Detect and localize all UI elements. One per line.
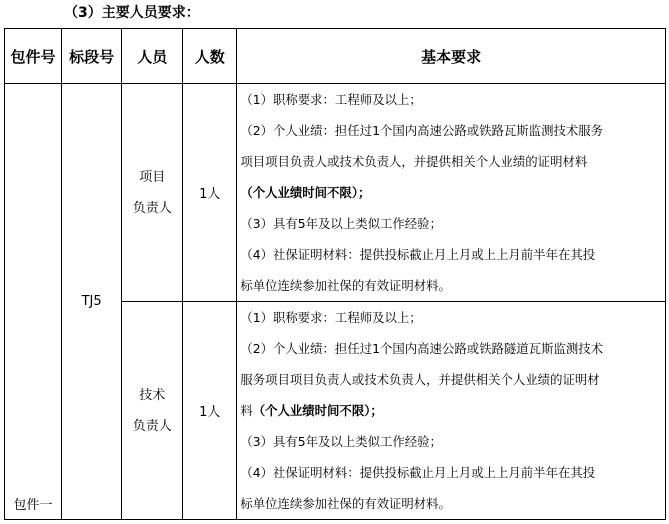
requirement-line: （3）具有5年及以上类似工作经验； bbox=[240, 216, 442, 231]
person-cell bbox=[122, 302, 183, 520]
header-row bbox=[5, 29, 666, 84]
header-section: 标段号 bbox=[62, 29, 122, 84]
requirement-line: （4）社保证明材料：提供投标截止月上月或上上月前半年在其投 bbox=[240, 247, 596, 262]
requirement-cell bbox=[237, 84, 666, 302]
requirement-text: 料 bbox=[240, 403, 253, 418]
requirement-line: （4）社保证明材料：提供投标截止月上月或上上月前半年在其投 bbox=[240, 465, 596, 480]
requirement-line: 服务项目项目负责人或技术负责人，并提供相关个人业绩的证明材 bbox=[240, 372, 600, 387]
header-package: 包件号 bbox=[5, 29, 62, 84]
person-line: 负责人 bbox=[132, 418, 172, 434]
count-cell: 1人 bbox=[183, 84, 237, 302]
section-heading: （3）主要人员要求： bbox=[64, 5, 200, 21]
requirement-line: （2）个人业绩：担任过1个国内高速公路或铁路瓦斯监测技术服务 bbox=[240, 123, 604, 138]
person-line: 技术 bbox=[139, 387, 166, 403]
requirement-line: （2）个人业绩：担任过1个国内高速公路或铁路隧道瓦斯监测技术 bbox=[240, 341, 604, 356]
requirement-cell bbox=[237, 302, 666, 520]
header-person: 人员 bbox=[122, 29, 183, 84]
requirement-line: 项目项目负责人或技术负责人，并提供相关个人业绩的证明材料 bbox=[240, 154, 588, 169]
personnel-requirements-table bbox=[4, 28, 666, 520]
requirement-line: （1）职称要求：工程师及以上； bbox=[240, 310, 422, 325]
count-cell: 1人 bbox=[183, 302, 237, 520]
header-count: 人数 bbox=[183, 29, 237, 84]
requirement-line-mixed bbox=[240, 395, 663, 426]
person-line: 负责人 bbox=[132, 200, 172, 216]
package-cell: 包件一 bbox=[5, 84, 62, 520]
table-row bbox=[5, 84, 666, 302]
person-line: 项目 bbox=[139, 169, 166, 185]
requirement-line: （3）具有5年及以上类似工作经验； bbox=[240, 434, 442, 449]
section-cell: TJ5 bbox=[62, 84, 122, 520]
requirement-line: （1）职称要求：工程师及以上； bbox=[240, 92, 422, 107]
requirement-line-bold: （个人业绩时间不限）； bbox=[240, 185, 371, 200]
requirement-line: 标单位连续参加社保的有效证明材料。 bbox=[240, 496, 451, 511]
requirement-bold-text: （个人业绩时间不限）； bbox=[252, 403, 383, 418]
requirement-line: 标单位连续参加社保的有效证明材料。 bbox=[240, 278, 451, 293]
header-requirement: 基本要求 bbox=[237, 29, 666, 84]
person-cell bbox=[122, 84, 183, 302]
